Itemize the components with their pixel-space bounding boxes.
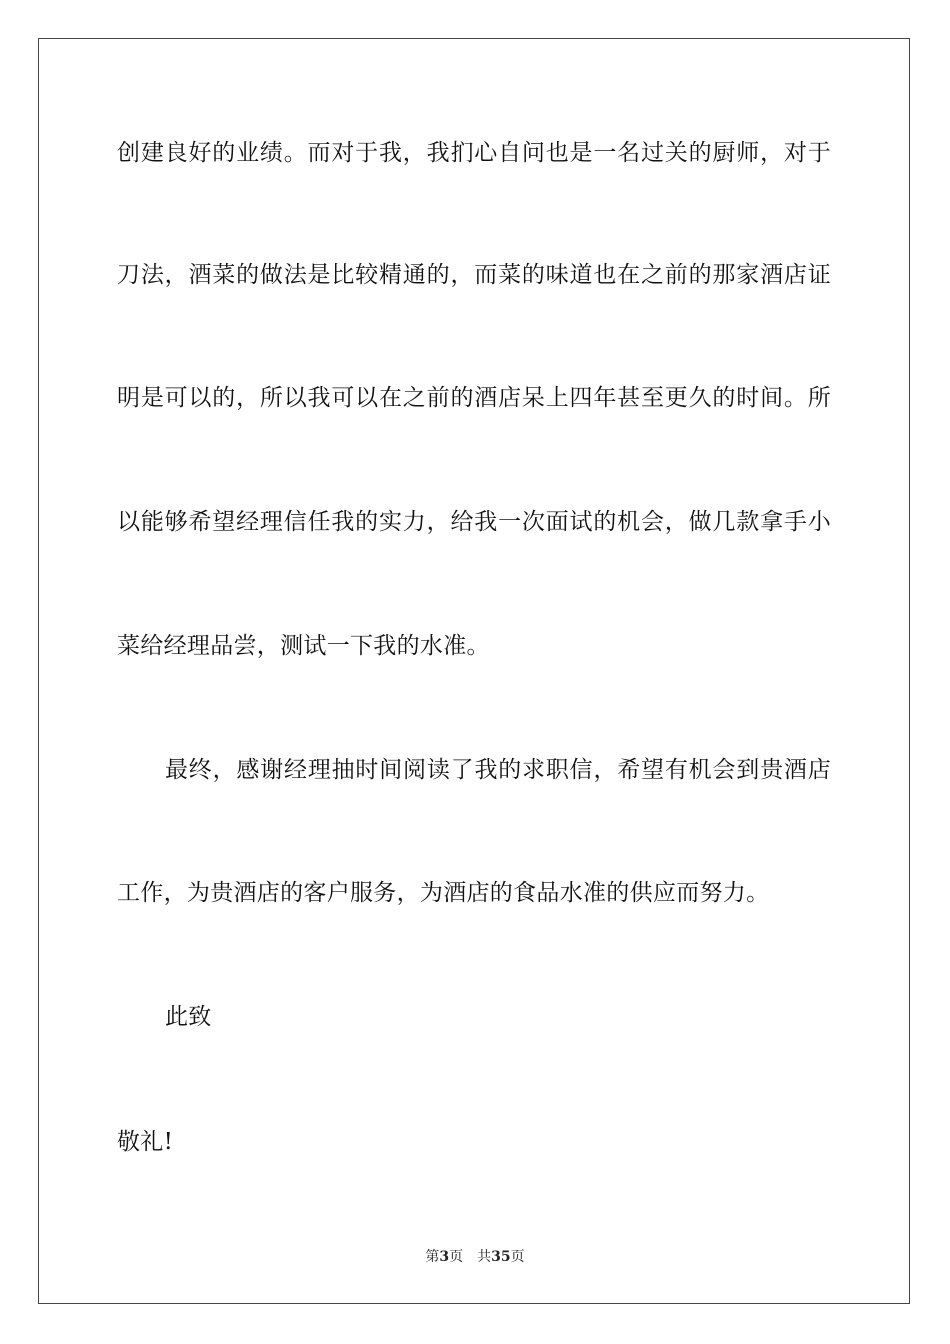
body-line-4: 以能够希望经理信任我的实力，给我一次面试的机会，做几款拿手小	[117, 509, 831, 535]
page-border	[38, 38, 910, 1304]
page-footer	[0, 1248, 950, 1266]
footer-total-prefix: 共	[477, 1249, 492, 1265]
body-line-2: 刀法，酒菜的做法是比较精通的，而菜的味道也在之前的那家酒店证	[117, 262, 831, 288]
body-line-5: 菜给经理品尝，测试一下我的水准。	[117, 633, 490, 659]
closing-salutation: 此致	[165, 1004, 212, 1030]
body-line-7: 工作，为贵酒店的客户服务，为酒店的食品水准的供应而努力。	[117, 880, 770, 906]
footer-total-suffix: 页	[510, 1249, 525, 1265]
footer-total-pages: 35	[491, 1249, 511, 1265]
footer-page-number: 3	[439, 1249, 450, 1265]
body-line-3: 明是可以的，所以我可以在之前的酒店呆上四年甚至更久的时间。所	[117, 385, 831, 411]
body-line-1: 创建良好的业绩。而对于我，我扪心自问也是一名过关的厨师，对于	[117, 140, 831, 166]
footer-page-prefix: 第	[425, 1249, 440, 1265]
closing-regards: 敬礼!	[117, 1129, 174, 1155]
body-line-6: 最终，感谢经理抽时间阅读了我的求职信，希望有机会到贵酒店	[165, 757, 831, 783]
footer-page-suffix: 页	[449, 1249, 464, 1265]
